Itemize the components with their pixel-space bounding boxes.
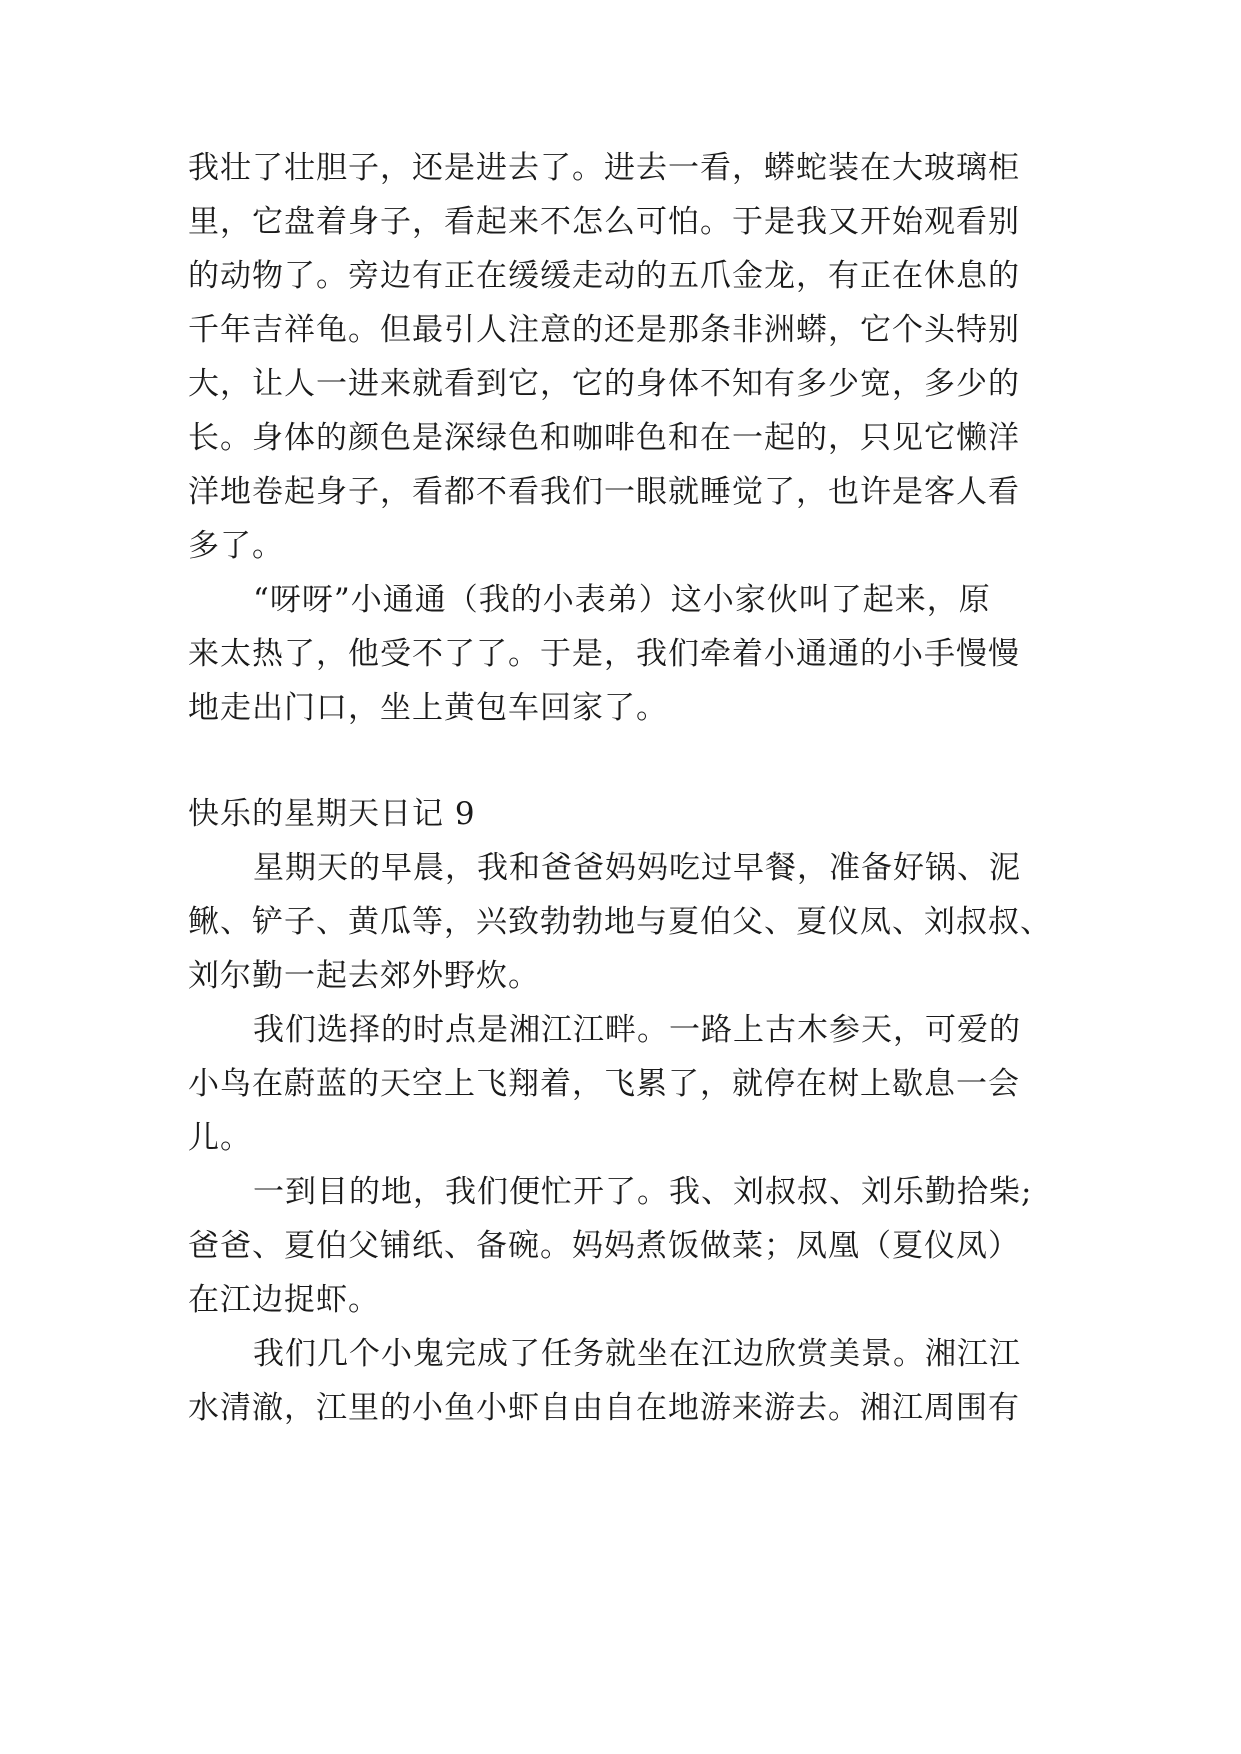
paragraph-line: 里，它盘着身子，看起来不怎么可怕。于是我又开始观看别: [188, 204, 1020, 240]
paragraph-line: 刘尔勤一起去郊外野炊。: [188, 958, 540, 994]
paragraph-line: 星期天的早晨，我和爸爸妈妈吃过早餐，准备好锅、泥: [253, 850, 1021, 886]
paragraph-line: 小鸟在蔚蓝的天空上飞翔着，飞累了，就停在树上歇息一会: [188, 1066, 1020, 1102]
paragraph-line: 的动物了。旁边有正在缓缓走动的五爪金龙，有正在休息的: [188, 258, 1020, 294]
paragraph-line: 一到目的地，我们便忙开了。我、刘叔叔、刘乐勤拾柴;: [253, 1174, 1033, 1210]
paragraph-line: 我们几个小鬼完成了任务就坐在江边欣赏美景。湘江江: [253, 1336, 1021, 1372]
paragraph-line: 洋地卷起身子，看都不看我们一眼就睡觉了，也许是客人看: [188, 474, 1020, 510]
paragraph-line: 来太热了，他受不了了。于是，我们牵着小通通的小手慢慢: [188, 636, 1020, 672]
paragraph-line: 大，让人一进来就看到它，它的身体不知有多少宽，多少的: [188, 366, 1020, 402]
paragraph-line: 千年吉祥龟。但最引人注意的还是那条非洲蟒，它个头特别: [188, 312, 1020, 348]
paragraph-line: 在江边捉虾。: [188, 1282, 380, 1318]
section-title: 快乐的星期天日记 9: [188, 796, 476, 832]
paragraph-line: 多了。: [188, 528, 284, 564]
paragraph-line: 爸爸、夏伯父铺纸、备碗。妈妈煮饭做菜；凤凰（夏仪凤）: [188, 1228, 1020, 1264]
paragraph-line: 儿。: [188, 1120, 252, 1156]
paragraph-line: “呀呀”小通通（我的小表弟）这小家伙叫了起来，原: [253, 582, 991, 618]
paragraph-line: 地走出门口，坐上黄包车回家了。: [188, 690, 668, 726]
paragraph-line: 鳅、铲子、黄瓜等，兴致勃勃地与夏伯父、夏仪凤、刘叔叔、: [188, 904, 1052, 940]
paragraph-line: 我壮了壮胆子，还是进去了。进去一看，蟒蛇装在大玻璃柜: [188, 150, 1020, 186]
paragraph-line: 我们选择的时点是湘江江畔。一路上古木参天，可爱的: [253, 1012, 1021, 1048]
paragraph-line: 长。身体的颜色是深绿色和咖啡色和在一起的，只见它懒洋: [188, 420, 1020, 456]
paragraph-line: 水清澈，江里的小鱼小虾自由自在地游来游去。湘江周围有: [188, 1390, 1020, 1426]
